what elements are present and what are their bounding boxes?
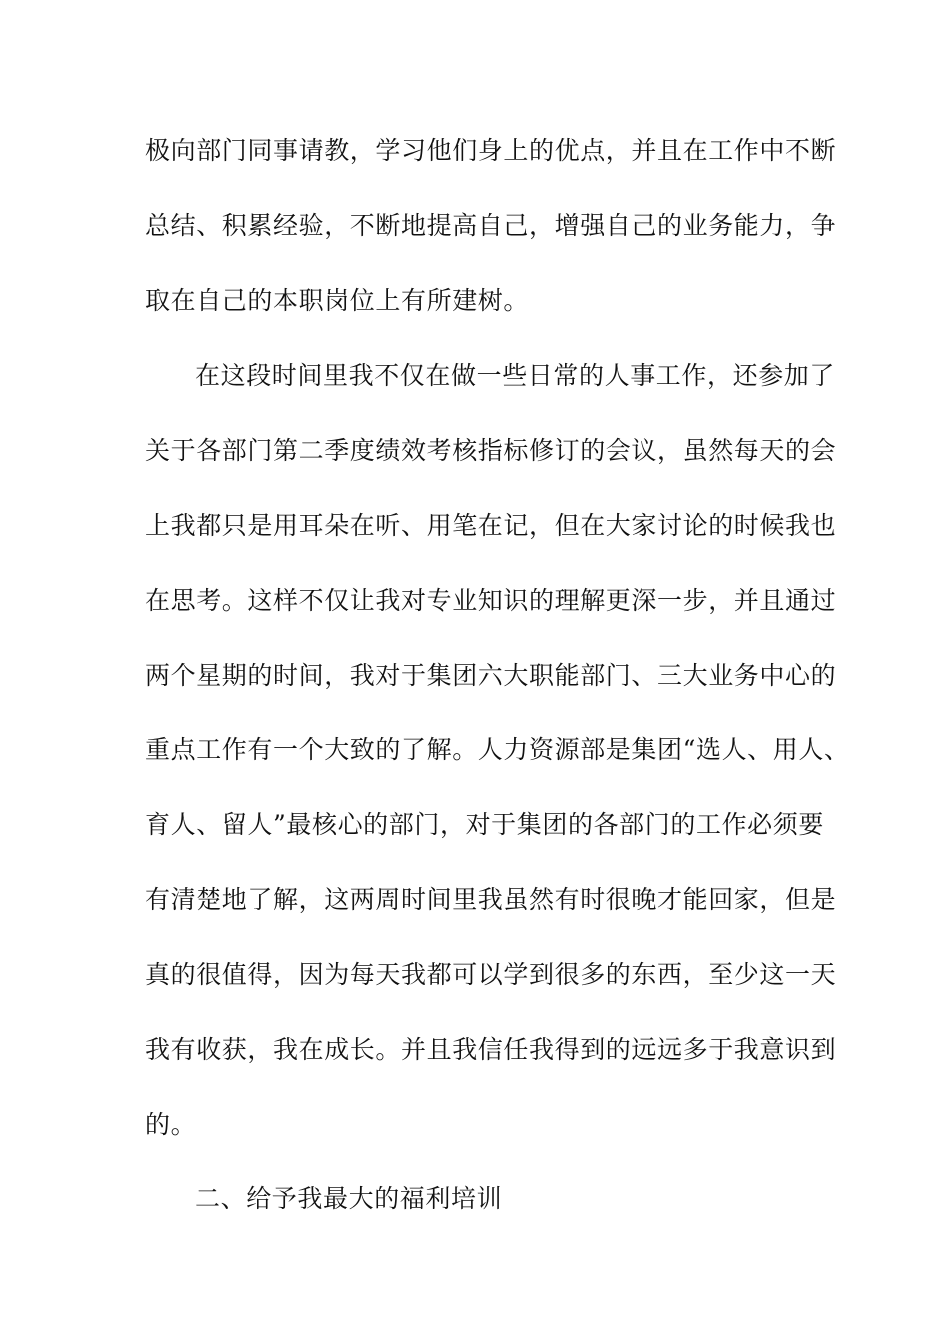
text-line: 关于各部门第二季度绩效考核指标修订的会议，虽然每天的会 — [145, 436, 837, 465]
text-line: 总结、积累经验，不断地提高自己，增强自己的业务能力，争 — [145, 211, 837, 240]
text-line: 育人、留人”最核心的部门，对于集团的各部门的工作必须要 — [145, 810, 824, 839]
text-line: 上我都只是用耳朵在听、用笔在记，但在大家讨论的时候我也 — [145, 511, 837, 540]
text-line: 取在自己的本职岗位上有所建树。 — [145, 286, 530, 315]
text-line: 重点工作有一个大致的了解。人力资源部是集团“选人、用人、 — [145, 735, 850, 764]
text-line: 极向部门同事请教，学习他们身上的优点，并且在工作中不断 — [145, 136, 837, 165]
text-line: 的。 — [145, 1110, 197, 1139]
paragraph-start-line: 在这段时间里我不仅在做一些日常的人事工作，还参加了 — [195, 361, 836, 390]
text-line: 在思考。这样不仅让我对专业知识的理解更深一步，并且通过 — [145, 586, 837, 615]
text-line: 真的很值得，因为每天我都可以学到很多的东西，至少这一天 — [145, 960, 837, 989]
section-heading: 二、给予我最大的福利培训 — [195, 1184, 503, 1213]
text-line: 两个星期的时间，我对于集团六大职能部门、三大业务中心的 — [145, 661, 837, 690]
text-line: 我有收获，我在成长。并且我信任我得到的远远多于我意识到 — [145, 1035, 837, 1064]
text-line: 有清楚地了解，这两周时间里我虽然有时很晚才能回家，但是 — [145, 885, 837, 914]
